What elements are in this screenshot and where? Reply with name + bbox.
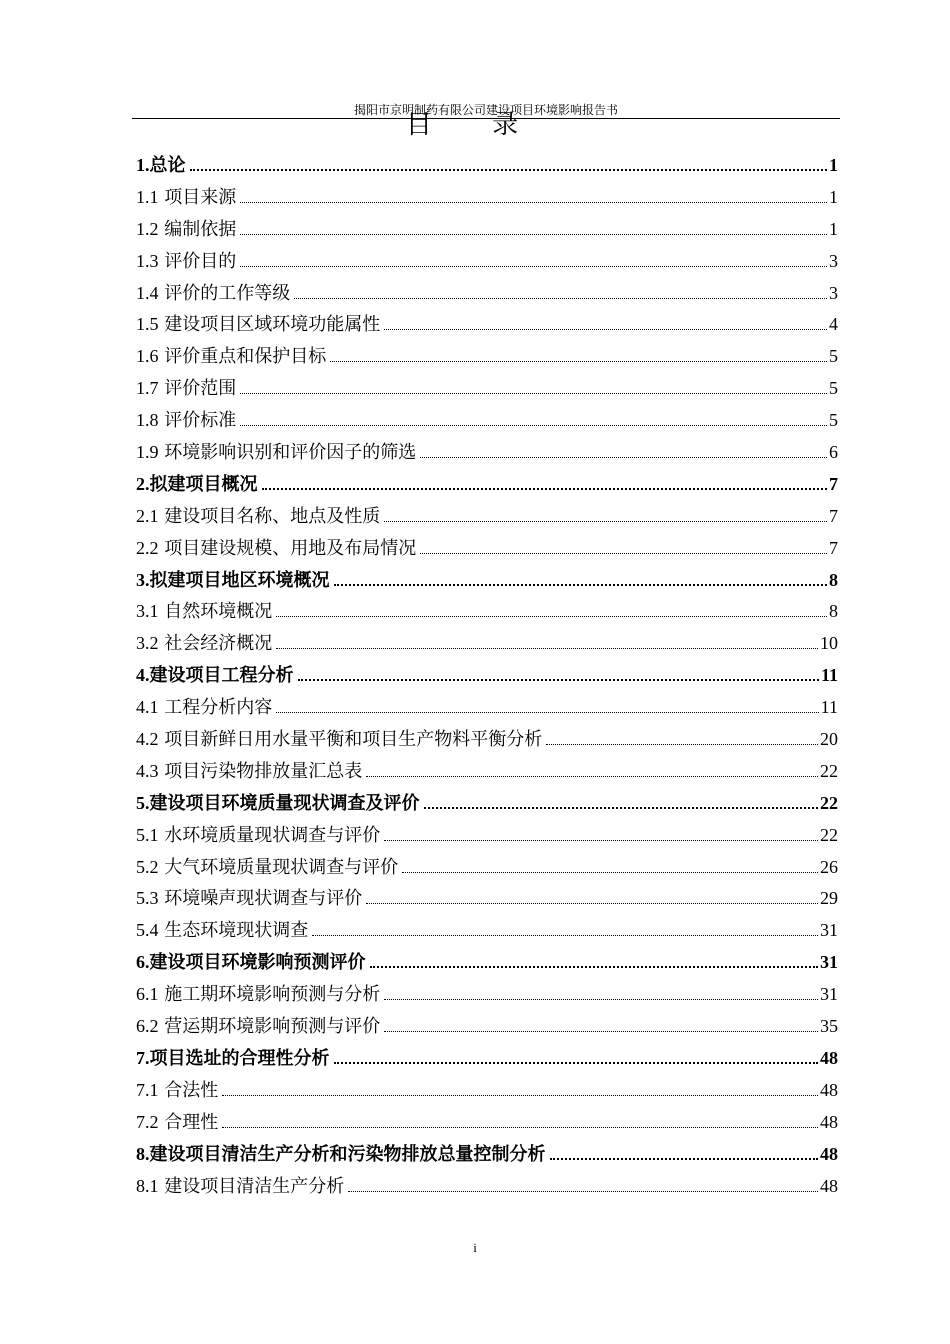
toc-entry-text: 评价的工作等级 — [164, 282, 291, 304]
toc-entry-text: 环境影响识别和评价因子的筛选 — [164, 442, 417, 464]
dot-leader — [240, 392, 827, 394]
toc-entry-number: 4.3 — [136, 760, 159, 781]
toc-entry-text: 项目来源 — [164, 186, 237, 208]
toc-entry-page: 22 — [820, 824, 838, 845]
dot-leader — [298, 678, 819, 681]
toc-entry-label — [136, 915, 308, 947]
toc-entry-label — [136, 565, 330, 597]
toc-entry-number: 3. — [136, 569, 150, 590]
toc-entry-label — [136, 533, 416, 565]
toc-section-entry[interactable] — [136, 1171, 838, 1203]
toc-entry-label — [136, 405, 236, 437]
toc-section-entry[interactable] — [136, 596, 838, 628]
toc-entry-page: 8 — [829, 569, 838, 590]
dot-leader — [424, 806, 819, 809]
dot-leader — [262, 487, 828, 490]
toc-entry-page: 3 — [829, 282, 838, 303]
toc-entry-text: 项目污染物排放量汇总表 — [164, 760, 363, 782]
toc-entry-number: 4.2 — [136, 729, 159, 750]
toc-chapter-entry[interactable] — [136, 1139, 838, 1171]
toc-entry-number: 1. — [136, 155, 150, 175]
toc-chapter-entry[interactable] — [136, 660, 838, 692]
toc-entry-page: 5 — [829, 346, 838, 367]
toc-section-entry[interactable] — [136, 182, 838, 214]
dot-leader — [366, 902, 818, 904]
toc-entry-text: 工程分析内容 — [164, 697, 273, 719]
dot-leader — [420, 552, 827, 554]
toc-entry-text: 拟建项目概况 — [149, 473, 258, 495]
toc-entry-text: 项目建设规模、用地及布局情况 — [164, 537, 417, 559]
toc-entry-page: 22 — [820, 760, 838, 781]
toc-entry-page: 22 — [820, 792, 838, 813]
dot-leader — [366, 775, 818, 777]
toc-entry-label — [136, 788, 420, 820]
dot-leader — [384, 328, 827, 330]
toc-entry-page: 48 — [820, 1175, 838, 1196]
toc-entry-label — [136, 692, 272, 724]
toc-entry-page: 29 — [820, 888, 838, 909]
toc-entry-label — [136, 660, 294, 692]
toc-entry-page: 1 — [829, 155, 838, 175]
toc-section-entry[interactable] — [136, 1107, 838, 1139]
toc-entry-text: 建设项目环境质量现状调查及评价 — [149, 792, 420, 814]
toc-entry-text: 编制依据 — [164, 218, 237, 240]
toc-entry-label — [136, 182, 236, 214]
toc-entry-page: 48 — [820, 1143, 838, 1164]
dot-leader — [276, 647, 818, 649]
toc-section-entry[interactable] — [136, 1011, 838, 1043]
toc-entry-number: 2.2 — [136, 537, 159, 558]
toc-entry-text: 水环境质量现状调查与评价 — [164, 824, 381, 846]
toc-entry-text: 生态环境现状调查 — [164, 920, 309, 942]
toc-section-entry[interactable] — [136, 373, 838, 405]
toc-entry-page: 26 — [820, 856, 838, 877]
dot-leader — [276, 615, 827, 617]
dot-leader — [190, 168, 828, 171]
toc-entry-label — [136, 596, 272, 628]
toc-entry-page: 6 — [829, 442, 838, 463]
toc-entry-label — [136, 724, 542, 756]
toc-entry-label — [136, 883, 362, 915]
toc-section-entry[interactable] — [136, 756, 838, 788]
toc-entry-page: 48 — [820, 1111, 838, 1132]
toc-entry-number: 1.8 — [136, 410, 159, 431]
toc-entry-number: 2.1 — [136, 505, 159, 526]
toc-entry-number: 1.3 — [136, 250, 159, 271]
running-header: 揭阳市京明制药有限公司建设项目环境影响报告书 — [353, 103, 618, 117]
toc-entry-number: 5.4 — [136, 920, 159, 941]
toc-entry-number: 7.1 — [136, 1079, 159, 1100]
toc-entry-number: 1.4 — [136, 282, 159, 303]
toc-entry-label — [136, 278, 290, 310]
toc-entry-text: 环境噪声现状调查与评价 — [164, 888, 363, 910]
toc-entry-page: 5 — [829, 410, 838, 431]
toc-entry-text: 项目选址的合理性分析 — [149, 1047, 330, 1069]
toc-entry-number: 8. — [136, 1143, 150, 1164]
toc-entry-page: 7 — [829, 473, 838, 494]
toc-section-entry[interactable] — [136, 915, 838, 947]
toc-entry-label — [136, 947, 366, 979]
toc-entry-number: 2. — [136, 473, 150, 494]
toc-entry-page: 31 — [820, 984, 838, 1005]
toc-entry-label — [136, 756, 362, 788]
toc-entry-text: 项目新鲜日用水量平衡和项目生产物料平衡分析 — [164, 729, 543, 751]
toc-entry-label — [136, 628, 272, 660]
toc-entry-label — [136, 373, 236, 405]
toc-entry-label — [136, 1171, 344, 1203]
dot-leader — [240, 201, 827, 203]
toc-entry-text: 评价重点和保护目标 — [164, 346, 327, 368]
dot-leader — [384, 839, 818, 841]
toc-entry-text: 建设项目工程分析 — [149, 665, 294, 687]
toc-entry-page: 31 — [820, 920, 838, 941]
toc-entry-label — [136, 1043, 330, 1075]
toc-section-entry[interactable] — [136, 533, 838, 565]
dot-leader — [546, 743, 818, 745]
toc-chapter-entry[interactable] — [136, 565, 838, 597]
dot-leader — [276, 711, 818, 713]
toc-entry-page: 5 — [829, 378, 838, 399]
toc-entry-label — [136, 309, 380, 341]
toc-entry-number: 3.2 — [136, 633, 159, 654]
dot-leader — [222, 1094, 818, 1096]
toc-section-entry[interactable] — [136, 437, 838, 469]
toc-entry-number: 1.5 — [136, 314, 159, 335]
toc-entry-text: 评价范围 — [164, 378, 237, 400]
toc-entry-label — [136, 341, 326, 373]
toc-entry-number: 1.6 — [136, 346, 159, 367]
toc-entry-number: 6. — [136, 952, 150, 973]
toc-entry-page: 11 — [820, 697, 838, 718]
toc-entry-text: 建设项目清洁生产分析和污染物排放总量控制分析 — [149, 1143, 546, 1165]
dot-leader — [334, 1061, 819, 1064]
toc-entry-label — [136, 1011, 380, 1043]
dot-leader — [312, 934, 818, 936]
toc-entry-label — [136, 469, 258, 501]
toc-entry-number: 5.3 — [136, 888, 159, 909]
toc-entry-text: 合法性 — [164, 1079, 219, 1101]
toc-section-entry[interactable] — [136, 692, 838, 724]
toc-entry-number: 6.1 — [136, 984, 159, 1005]
toc-entry-text: 总论 — [149, 155, 186, 176]
toc-entry-text: 营运期环境影响预测与评价 — [164, 1016, 381, 1038]
toc-entry-label — [136, 1107, 218, 1139]
toc-entry-number: 8.1 — [136, 1175, 159, 1196]
toc-entry-label — [136, 437, 416, 469]
dot-leader — [348, 1190, 818, 1192]
toc-entry-label — [136, 820, 380, 852]
toc-chapter-entry[interactable] — [136, 788, 838, 820]
toc-entry-page: 10 — [820, 633, 838, 654]
toc-entry-label — [136, 852, 398, 884]
toc-section-entry[interactable] — [136, 278, 838, 310]
toc-entry-text: 拟建项目地区环境概况 — [149, 569, 330, 591]
toc-entry-page: 8 — [829, 601, 838, 622]
toc-entry-page: 48 — [820, 1079, 838, 1100]
dot-leader — [370, 965, 819, 968]
toc-entry-number: 3.1 — [136, 601, 159, 622]
toc-entry-page: 7 — [829, 505, 838, 526]
toc-chapter-entry[interactable] — [136, 150, 838, 182]
toc-section-entry[interactable] — [136, 214, 838, 246]
toc-section-entry[interactable] — [136, 246, 838, 278]
toc-entry-number: 5. — [136, 792, 150, 813]
toc-section-entry[interactable] — [136, 724, 838, 756]
toc-section-entry[interactable] — [136, 309, 838, 341]
dot-leader — [222, 1126, 818, 1128]
toc-title: 目 录 — [405, 110, 545, 140]
toc-entry-label — [136, 214, 236, 246]
toc-entry-number: 1.7 — [136, 378, 159, 399]
toc-chapter-entry[interactable] — [136, 469, 838, 501]
dot-leader — [240, 233, 827, 235]
toc-entry-page: 31 — [820, 952, 838, 973]
toc-entry-text: 评价标准 — [164, 410, 237, 432]
toc-section-entry[interactable] — [136, 341, 838, 373]
dot-leader — [550, 1157, 819, 1160]
toc-chapter-entry[interactable] — [136, 947, 838, 979]
toc-entry-number: 1.9 — [136, 442, 159, 463]
toc-entry-page: 1 — [829, 218, 838, 239]
dot-leader — [330, 360, 827, 362]
toc-entry-number: 1.2 — [136, 218, 159, 239]
toc-section-entry[interactable] — [136, 852, 838, 884]
toc-entry-label — [136, 246, 236, 278]
toc-entry-label — [136, 1139, 546, 1171]
dot-leader — [240, 424, 827, 426]
toc-entry-text: 建设项目区域环境功能属性 — [164, 314, 381, 336]
toc-section-entry[interactable] — [136, 405, 838, 437]
dot-leader — [334, 583, 828, 586]
toc-entry-text: 建设项目清洁生产分析 — [164, 1175, 345, 1197]
toc-entry-label — [136, 501, 380, 533]
page-number: i — [473, 1240, 477, 1255]
toc-entry-text: 评价目的 — [164, 250, 237, 272]
toc-entry-number: 7. — [136, 1047, 150, 1068]
dot-leader — [402, 871, 818, 873]
toc-section-entry[interactable] — [136, 1075, 838, 1107]
dot-leader — [294, 297, 827, 299]
dot-leader — [240, 265, 827, 267]
toc-entry-number: 4.1 — [136, 697, 159, 718]
toc-entry-text: 施工期环境影响预测与分析 — [164, 984, 381, 1006]
toc-entry-page: 20 — [820, 729, 838, 750]
toc-entry-number: 1.1 — [136, 186, 159, 207]
toc-entry-text: 建设项目名称、地点及性质 — [164, 505, 381, 527]
toc-entry-number: 4. — [136, 665, 150, 686]
toc-entry-page: 1 — [829, 186, 838, 207]
toc-entry-number: 5.1 — [136, 824, 159, 845]
toc-section-entry[interactable] — [136, 501, 838, 533]
toc-entry-number: 7.2 — [136, 1111, 159, 1132]
toc-entry-label — [136, 1075, 218, 1107]
toc-section-entry[interactable] — [136, 628, 838, 660]
toc-entry-page: 4 — [829, 314, 838, 335]
toc-section-entry[interactable] — [136, 979, 838, 1011]
toc-chapter-entry[interactable] — [136, 1043, 838, 1075]
dot-leader — [384, 520, 827, 522]
toc-entry-text: 合理性 — [164, 1111, 219, 1133]
toc-entry-label — [136, 979, 380, 1011]
dot-leader — [384, 1030, 818, 1032]
toc-entry-text: 大气环境质量现状调查与评价 — [164, 856, 399, 878]
toc-entry-page: 48 — [820, 1047, 838, 1068]
toc-entry-number: 6.2 — [136, 1016, 159, 1037]
toc-section-entry[interactable] — [136, 820, 838, 852]
toc-section-entry[interactable] — [136, 883, 838, 915]
table-of-contents — [136, 150, 838, 1202]
toc-entry-text: 社会经济概况 — [164, 633, 273, 655]
toc-entry-text: 自然环境概况 — [164, 601, 273, 623]
dot-leader — [420, 456, 827, 458]
toc-entry-page: 3 — [829, 250, 838, 271]
toc-entry-text: 建设项目环境影响预测评价 — [149, 952, 366, 974]
dot-leader — [384, 998, 818, 1000]
toc-entry-number: 5.2 — [136, 856, 159, 877]
toc-entry-page: 7 — [829, 537, 838, 558]
toc-entry-page: 35 — [820, 1016, 838, 1037]
toc-entry-page: 11 — [820, 665, 838, 686]
toc-entry-label — [136, 150, 186, 182]
